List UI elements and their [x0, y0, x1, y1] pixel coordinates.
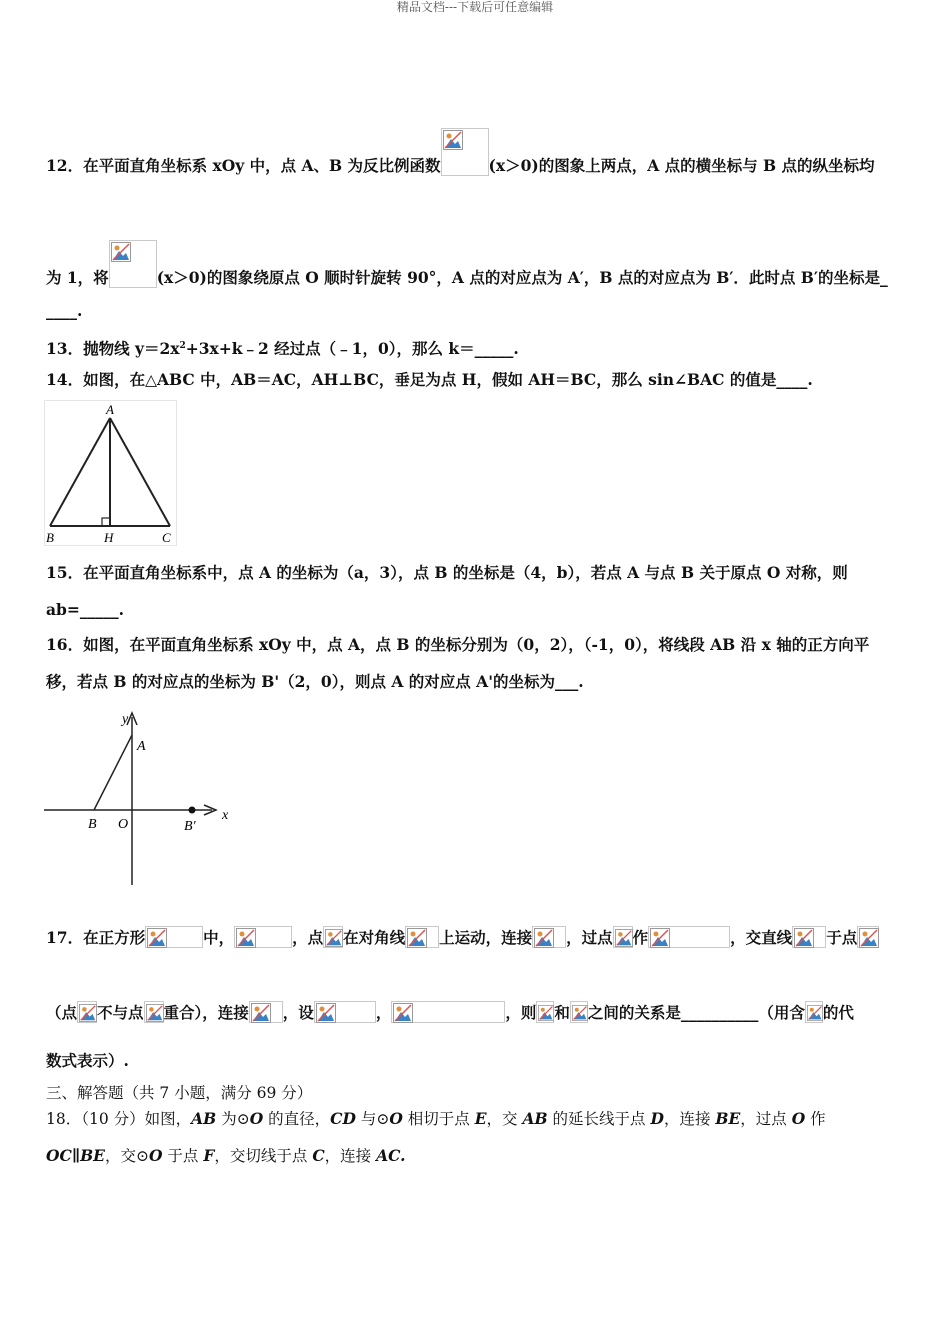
- broken-image-icon: [792, 926, 826, 948]
- q17-text: ，设: [282, 1003, 314, 1022]
- q17-text: 17．在正方形: [46, 928, 146, 947]
- side-ac: [110, 418, 170, 526]
- q17-text: 不与点: [97, 1003, 144, 1022]
- broken-image-icon: [249, 1001, 283, 1023]
- broken-image-icon: [405, 926, 439, 948]
- q18-text: ，交⊙: [104, 1147, 149, 1165]
- section-heading: 三、解答题（共 7 小题，满分 69 分）: [46, 1084, 313, 1102]
- q18-text: O: [389, 1109, 403, 1128]
- q17-text: ，: [375, 1003, 392, 1022]
- label-o: O: [118, 817, 129, 832]
- point-b-prime: [189, 807, 196, 814]
- q18-text: BE: [715, 1109, 741, 1128]
- label-a: A: [106, 402, 114, 417]
- q18-text: F: [203, 1146, 215, 1165]
- q18-text: AC.: [376, 1146, 406, 1165]
- coordinate-figure: [40, 705, 240, 890]
- q12-text-2a: 为 1，将: [46, 268, 109, 287]
- q18-text: 于点: [162, 1147, 204, 1165]
- q18-text: ，连接: [324, 1147, 377, 1165]
- q18-line-2: [46, 1146, 406, 1166]
- q17-text: （点: [46, 1003, 78, 1022]
- segment-ab: [94, 735, 132, 810]
- q18-text: 18．（10 分）如图，: [46, 1110, 192, 1128]
- q18-text: 与⊙: [355, 1110, 390, 1128]
- q17-text: ，则: [505, 1003, 537, 1022]
- broken-image-icon: [648, 926, 730, 948]
- q18-text: CD: [330, 1109, 356, 1128]
- q18-text: O: [249, 1109, 264, 1128]
- broken-image-icon: [570, 1001, 588, 1023]
- q16-line-1: 16．如图，在平面直角坐标系 xOy 中，点 A，点 B 的坐标分别为（0，2），（-1，0），将线段 AB 沿 x 轴的正方向平: [46, 635, 870, 654]
- q12-text-1a: 12．在平面直角坐标系 xOy 中，点 A、B 为反比例函数: [46, 156, 441, 175]
- q12-line-3: ____.: [46, 301, 83, 320]
- q12-text-2b: (x＞0)的图象绕原点 O 顺时针旋转 90°，A 点的对应点为 A′，B 点的对应点为 B′．此时点 B′的坐标是_: [156, 268, 888, 287]
- q18-text: ∥: [71, 1146, 81, 1165]
- broken-image-icon: [391, 1001, 505, 1023]
- q13-superscript: 2: [179, 341, 186, 351]
- q18-text: ，连接: [663, 1110, 716, 1128]
- broken-image-icon: [536, 1001, 554, 1023]
- q17-text: 之间的关系是__________（用含: [587, 1003, 805, 1022]
- q13-text-a: 13．抛物线 y＝2x: [46, 339, 180, 359]
- q18-text: E: [474, 1109, 487, 1128]
- broken-image-icon: [144, 1001, 164, 1023]
- triangle-figure: [44, 400, 184, 548]
- q18-text: 的延长线于点: [547, 1110, 651, 1128]
- broken-image-icon: [323, 926, 343, 948]
- label-h: H: [104, 530, 114, 545]
- broken-image-icon: [857, 926, 879, 948]
- q17-text: 的代: [822, 1003, 854, 1022]
- label-x: x: [222, 808, 229, 823]
- label-a: A: [137, 739, 146, 754]
- side-ab: [50, 418, 110, 526]
- q15-line-1: 15．在平面直角坐标系中，点 A 的坐标为（a，3），点 B 的坐标是（4，b），若点 A 与点 B 关于原点 O 对称，则: [46, 563, 848, 582]
- q17-text: 重合），连接: [163, 1003, 249, 1022]
- q17-text: 上运动，连接: [439, 928, 533, 947]
- q17-text: ，交直线: [730, 928, 793, 947]
- broken-image-icon: [613, 926, 633, 948]
- q18-text: AB: [522, 1109, 548, 1128]
- q17-line-3: 数式表示）.: [46, 1051, 129, 1070]
- broken-image-icon: [441, 128, 489, 176]
- q18-text: BE: [80, 1146, 105, 1165]
- q12-text-1b: (x＞0)的图象上两点，A 点的横坐标与 B 点的纵坐标均: [488, 156, 875, 175]
- q17-text: 作: [632, 928, 649, 947]
- label-y: y: [122, 712, 129, 727]
- broken-image-icon: [314, 1001, 376, 1023]
- label-b-prime: B′: [184, 819, 196, 834]
- q17-text: 和: [554, 1003, 570, 1022]
- q18-text: AB: [191, 1109, 217, 1128]
- q18-text: ，过点: [740, 1110, 792, 1128]
- q18-text: O: [791, 1109, 806, 1128]
- q14-line: 14．如图，在△ABC 中，AB＝AC，AH⊥BC，垂足为点 H，假如 AH＝BC，那么 sin∠BAC 的值是____.: [46, 370, 813, 389]
- q18-text: 作: [805, 1110, 826, 1128]
- q16-line-2: 移，若点 B 的对应点的坐标为 B'（2，0），则点 A 的对应点 A'的坐标为___.: [46, 672, 584, 691]
- q17-line-1: [46, 926, 879, 948]
- q18-text: 为⊙: [216, 1110, 250, 1128]
- broken-image-icon: [805, 1001, 823, 1023]
- page-header: 精品文档---下载后可任意编辑: [396, 0, 554, 14]
- broken-image-icon: [77, 1001, 97, 1023]
- q17-text: ，点: [292, 928, 324, 947]
- q18-text: C: [312, 1146, 325, 1165]
- q18-text: ，交切线于点: [214, 1147, 313, 1165]
- q18-text: D: [650, 1109, 664, 1128]
- broken-image-icon: [532, 926, 566, 948]
- q17-text: 在对角线: [343, 928, 406, 947]
- q15-line-2: ab=_____.: [46, 600, 125, 619]
- label-b: B: [46, 530, 54, 545]
- q12-line-2: [46, 240, 888, 288]
- broken-image-icon: [109, 240, 157, 288]
- q17-text: 于点: [826, 928, 858, 947]
- q18-text: ，交: [486, 1110, 523, 1128]
- q18-text: OC: [46, 1146, 72, 1165]
- broken-image-icon: [234, 926, 292, 948]
- q17-line-2: [46, 1001, 854, 1023]
- right-angle-mark: [102, 518, 110, 526]
- q18-line-1: [46, 1109, 826, 1129]
- q17-text: ，过点: [566, 928, 613, 947]
- q18-text: O: [148, 1146, 163, 1165]
- q12-line-1: [46, 128, 875, 176]
- label-b: B: [88, 817, 97, 832]
- q17-text: 中，: [203, 928, 235, 947]
- q18-text: 相切于点: [402, 1110, 475, 1128]
- q18-text: 的直径，: [263, 1110, 331, 1128]
- q13-line: [46, 336, 519, 359]
- broken-image-icon: [145, 926, 203, 948]
- q13-text-b: +3x+k﹣2 经过点（﹣1，0），那么 k＝_____.: [185, 339, 519, 359]
- label-c: C: [162, 530, 171, 545]
